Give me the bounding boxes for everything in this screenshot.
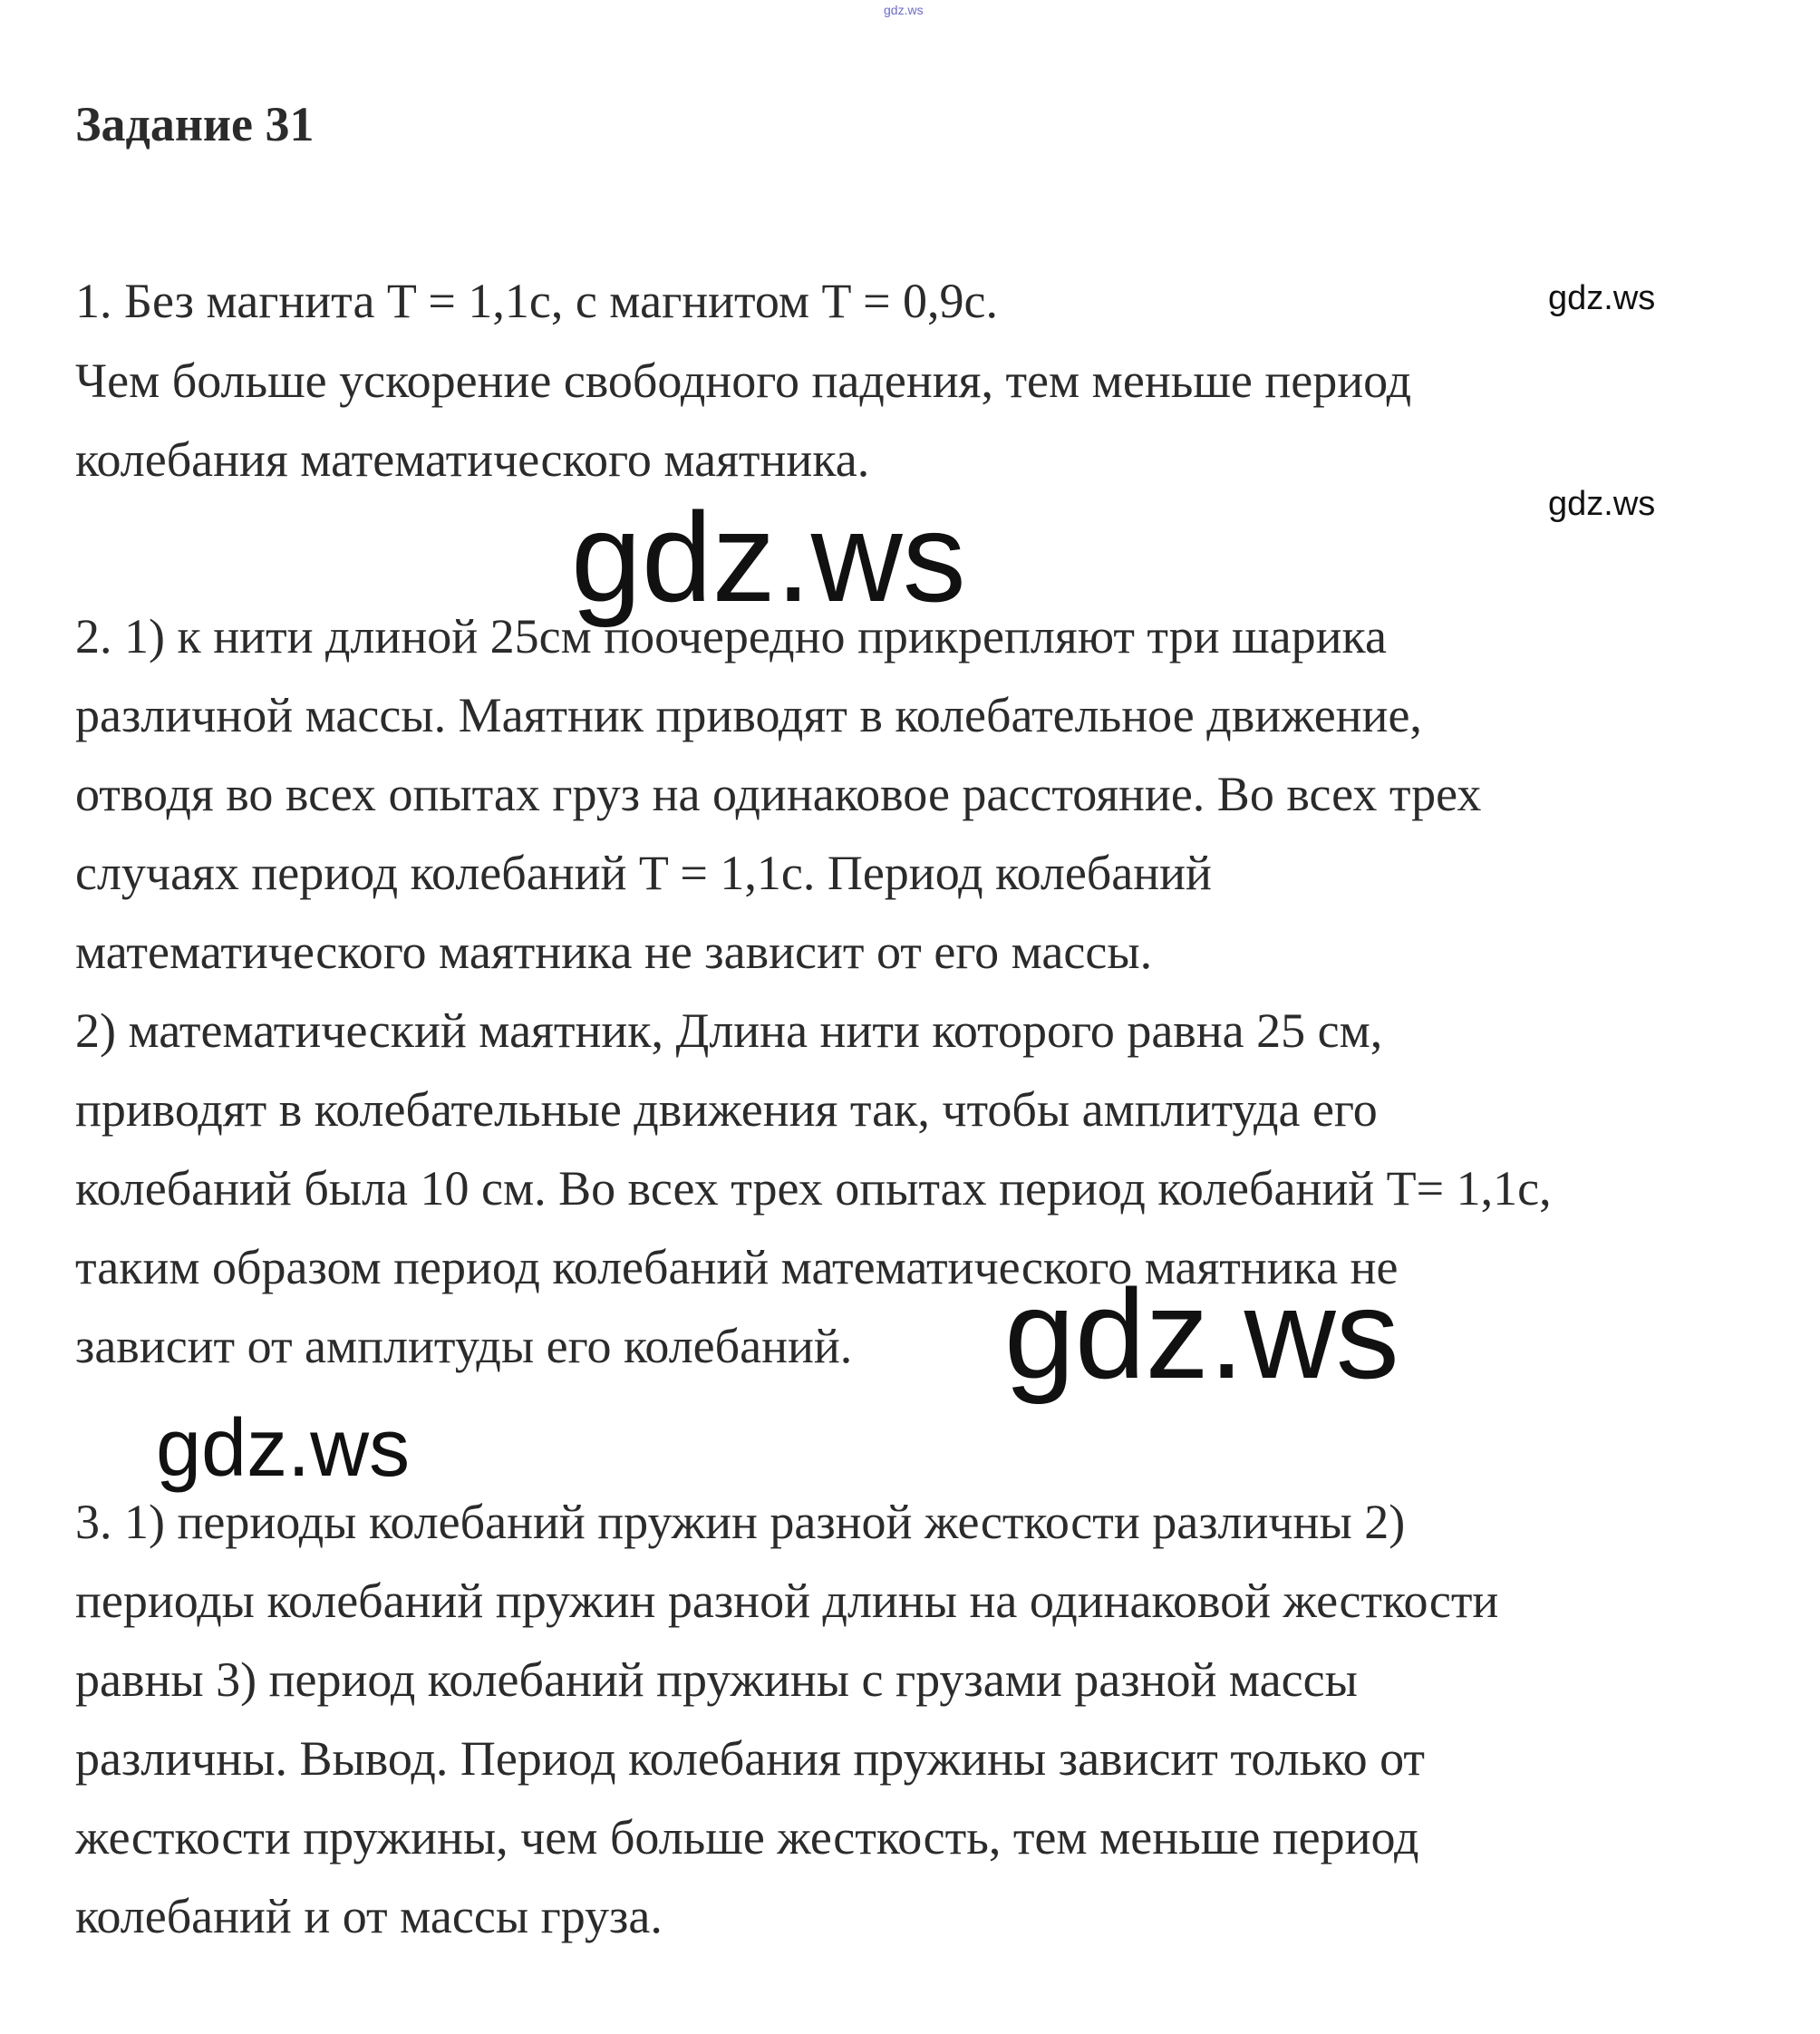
watermark-side-1: gdz.ws xyxy=(1548,279,1656,317)
text-line-19: колебаний и от массы груза. xyxy=(75,1889,663,1943)
text-line-11: колебаний была 10 см. Во всех трех опытах период колебаний T= 1,1c, xyxy=(75,1161,1552,1216)
text-line-16: равны 3) период колебаний пружины с грузами разной массы xyxy=(75,1652,1358,1707)
text-line-3: колебания математического маятника. xyxy=(75,432,870,487)
text-line-9: 2) математический маятник, Длина нити которого равна 25 см, xyxy=(75,1003,1383,1058)
text-line-5: различной массы. Маятник приводят в колебательное движение, xyxy=(75,688,1422,742)
text-line-10: приводят в колебательные движения так, чтобы амплитуда его xyxy=(75,1082,1378,1137)
watermark-mid: gdz.ws xyxy=(156,1403,411,1494)
watermark-big-2: gdz.ws xyxy=(1004,1263,1399,1405)
watermark-side-2: gdz.ws xyxy=(1548,485,1656,523)
text-line-13: зависит от амплитуды его колебаний. xyxy=(75,1319,853,1373)
text-line-4: 2. 1) к нити длиной 25см поочередно прикрепляют три шарика xyxy=(75,609,1387,663)
text-line-8: математического маятника не зависит от его массы. xyxy=(75,925,1153,979)
text-line-1: 1. Без магнита T = 1,1c, с магнитом T = 0,9c. xyxy=(75,274,998,328)
text-line-17: различны. Вывод. Период колебания пружины зависит только от xyxy=(75,1731,1426,1786)
watermark-top: gdz.ws xyxy=(884,3,924,17)
text-line-2: Чем больше ускорение свободного падения, тем меньше период xyxy=(75,354,1412,408)
text-line-7: случаях период колебаний T = 1,1c. Период колебаний xyxy=(75,846,1212,900)
text-line-18: жесткости пружины, чем больше жесткость, тем меньше период xyxy=(75,1810,1419,1864)
text-line-14: 3. 1) периоды колебаний пружин разной жесткости различны 2) xyxy=(75,1495,1406,1549)
watermark-big-1: gdz.ws xyxy=(571,486,966,628)
text-line-12: таким образом период колебаний математического маятника не xyxy=(75,1240,1399,1294)
text-line-6: отводя во всех опытах груз на одинаковое расстояние. Во всех трех xyxy=(75,767,1482,821)
text-line-15: периоды колебаний пружин разной длины на одинаковой жесткости xyxy=(75,1574,1499,1628)
page-title: Задание 31 xyxy=(75,97,315,151)
